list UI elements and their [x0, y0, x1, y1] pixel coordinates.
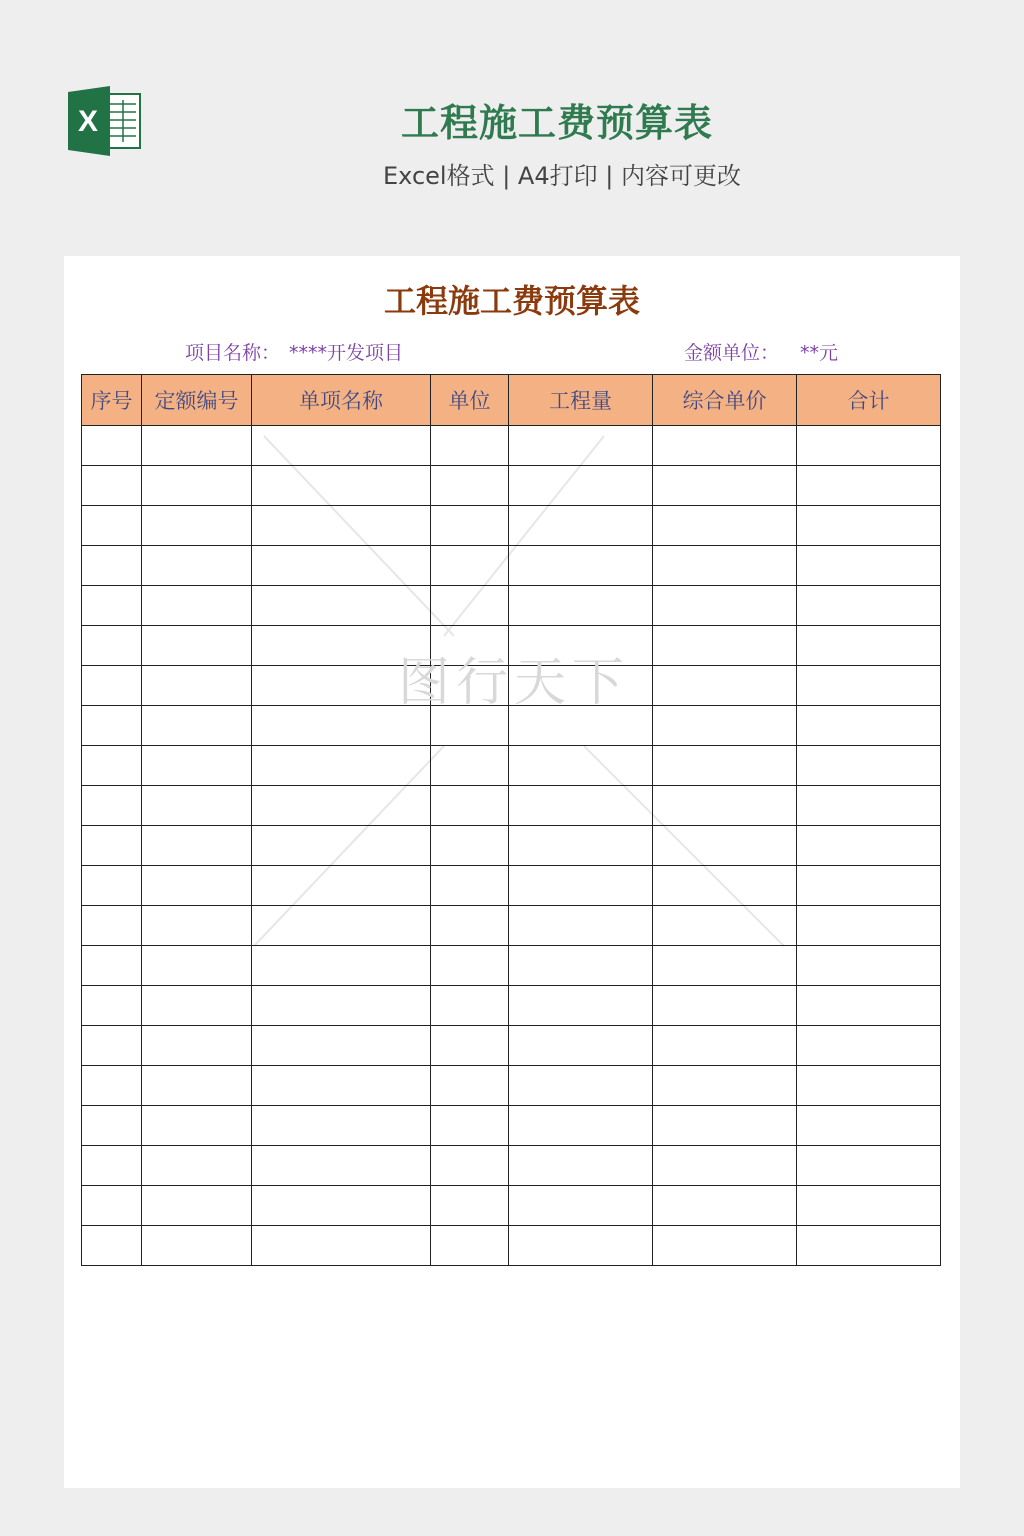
table-cell[interactable]: [142, 586, 252, 626]
table-cell[interactable]: [653, 866, 797, 906]
table-cell[interactable]: [252, 906, 431, 946]
col-header-quantity: 工程量: [509, 375, 653, 426]
table-cell[interactable]: [82, 1106, 142, 1146]
table-cell[interactable]: [797, 546, 941, 586]
table-cell[interactable]: [431, 1186, 509, 1226]
table-cell[interactable]: [252, 826, 431, 866]
table-cell[interactable]: [797, 946, 941, 986]
table-cell[interactable]: [653, 1066, 797, 1106]
table-cell[interactable]: [142, 1226, 252, 1266]
table-cell[interactable]: [431, 1226, 509, 1266]
table-cell[interactable]: [252, 866, 431, 906]
project-name-value: ****开发项目: [289, 342, 404, 364]
table-cell[interactable]: [252, 546, 431, 586]
table-cell[interactable]: [142, 506, 252, 546]
table-cell[interactable]: [142, 1146, 252, 1186]
table-cell[interactable]: [142, 746, 252, 786]
table-cell[interactable]: [431, 946, 509, 986]
table-cell[interactable]: [82, 986, 142, 1026]
table-cell[interactable]: [797, 506, 941, 546]
table-cell[interactable]: [142, 666, 252, 706]
table-cell[interactable]: [431, 1026, 509, 1066]
table-cell[interactable]: [509, 1186, 653, 1226]
excel-logo-letter: X: [77, 105, 99, 138]
table-cell[interactable]: [797, 906, 941, 946]
table-cell[interactable]: [431, 826, 509, 866]
table-cell[interactable]: [82, 586, 142, 626]
table-cell[interactable]: [252, 786, 431, 826]
watermark-text: 图行天下: [397, 653, 630, 713]
table-cell[interactable]: [82, 866, 142, 906]
table-cell[interactable]: [82, 426, 142, 466]
table-cell[interactable]: [252, 746, 431, 786]
table-row: [82, 706, 941, 746]
table-cell[interactable]: [431, 426, 509, 466]
table-cell[interactable]: [431, 1066, 509, 1106]
table-cell[interactable]: [509, 586, 653, 626]
table-cell[interactable]: [431, 1146, 509, 1186]
table-row: [82, 666, 941, 706]
table-cell[interactable]: [431, 666, 509, 706]
table-cell[interactable]: [431, 786, 509, 826]
table-cell[interactable]: [82, 786, 142, 826]
table-cell[interactable]: [82, 706, 142, 746]
table-cell[interactable]: [653, 746, 797, 786]
table-cell[interactable]: [509, 786, 653, 826]
table-cell[interactable]: [797, 986, 941, 1026]
table-cell[interactable]: [653, 506, 797, 546]
table-cell[interactable]: [82, 626, 142, 666]
table-cell[interactable]: [653, 986, 797, 1026]
table-cell[interactable]: [142, 786, 252, 826]
table-cell[interactable]: [653, 946, 797, 986]
table-cell[interactable]: [142, 986, 252, 1026]
table-cell[interactable]: [142, 626, 252, 666]
table-cell[interactable]: [509, 1146, 653, 1186]
table-cell[interactable]: [252, 706, 431, 746]
table-cell[interactable]: [797, 666, 941, 706]
table-cell[interactable]: [252, 1026, 431, 1066]
table-cell[interactable]: [509, 426, 653, 466]
table-cell[interactable]: [82, 1186, 142, 1226]
amount-unit-value: **元: [800, 342, 839, 364]
table-cell[interactable]: [82, 666, 142, 706]
table-cell[interactable]: [797, 1026, 941, 1066]
table-cell[interactable]: [509, 506, 653, 546]
table-cell[interactable]: [252, 1106, 431, 1146]
table-cell[interactable]: [142, 946, 252, 986]
table-cell[interactable]: [252, 1186, 431, 1226]
table-cell[interactable]: [142, 466, 252, 506]
table-row: [82, 1226, 941, 1266]
table-cell[interactable]: [431, 506, 509, 546]
table-cell[interactable]: [142, 826, 252, 866]
table-cell[interactable]: [509, 986, 653, 1026]
table-cell[interactable]: [797, 1066, 941, 1106]
table-cell[interactable]: [653, 466, 797, 506]
table-cell[interactable]: [797, 1186, 941, 1226]
table-cell[interactable]: [797, 586, 941, 626]
table-cell[interactable]: [431, 1106, 509, 1146]
table-header-row: [82, 375, 941, 426]
table-cell[interactable]: [509, 746, 653, 786]
table-cell[interactable]: [252, 626, 431, 666]
table-cell[interactable]: [431, 866, 509, 906]
table-cell[interactable]: [509, 546, 653, 586]
table-row: [82, 826, 941, 866]
table-cell[interactable]: [509, 1106, 653, 1146]
table-cell[interactable]: [82, 1066, 142, 1106]
col-header-total: 合计: [797, 375, 941, 426]
table-row: [82, 746, 941, 786]
table-cell[interactable]: [252, 466, 431, 506]
table-cell[interactable]: [142, 1026, 252, 1066]
table-cell[interactable]: [653, 426, 797, 466]
table-cell[interactable]: [142, 866, 252, 906]
table-cell[interactable]: [653, 1226, 797, 1266]
table-cell[interactable]: [252, 1066, 431, 1106]
table-cell[interactable]: [509, 626, 653, 666]
table-cell[interactable]: [142, 546, 252, 586]
table-cell[interactable]: [252, 426, 431, 466]
table-cell[interactable]: [509, 826, 653, 866]
table-row: [82, 1186, 941, 1226]
table-row: [82, 626, 941, 666]
table-cell[interactable]: [431, 746, 509, 786]
col-header-item-name: 单项名称: [252, 375, 431, 426]
table-cell[interactable]: [797, 1146, 941, 1186]
table-cell[interactable]: [509, 1226, 653, 1266]
table-cell[interactable]: [82, 1146, 142, 1186]
table-cell[interactable]: [82, 1226, 142, 1266]
table-row: [82, 906, 941, 946]
table-cell[interactable]: [252, 506, 431, 546]
table-cell[interactable]: [653, 1186, 797, 1226]
table-cell[interactable]: [82, 906, 142, 946]
sheet-title: 工程施工费预算表: [383, 282, 640, 320]
table-row: [82, 586, 941, 626]
table-cell[interactable]: [252, 986, 431, 1026]
table-cell[interactable]: [509, 866, 653, 906]
col-header-unit-price: 综合单价: [653, 375, 797, 426]
table-cell[interactable]: [82, 466, 142, 506]
table-cell[interactable]: [653, 826, 797, 866]
table-cell[interactable]: [797, 866, 941, 906]
table-cell[interactable]: [252, 1226, 431, 1266]
table-cell[interactable]: [653, 1026, 797, 1066]
table-cell[interactable]: [252, 946, 431, 986]
table-cell[interactable]: [797, 826, 941, 866]
table-cell[interactable]: [653, 546, 797, 586]
table-cell[interactable]: [142, 906, 252, 946]
table-cell[interactable]: [431, 986, 509, 1026]
table-cell[interactable]: [82, 826, 142, 866]
table-row: [82, 546, 941, 586]
table-row: [82, 1066, 941, 1106]
table-body: [82, 426, 941, 1266]
table-cell[interactable]: [653, 1106, 797, 1146]
promo-subtitle: Excel格式 | A4打印 | 内容可更改: [383, 162, 741, 190]
table-row: [82, 1026, 941, 1066]
table-cell[interactable]: [431, 706, 509, 746]
table-cell[interactable]: [797, 786, 941, 826]
table-cell[interactable]: [797, 1226, 941, 1266]
table-row: [82, 786, 941, 826]
table-cell[interactable]: [509, 466, 653, 506]
table-cell[interactable]: [82, 946, 142, 986]
table-cell[interactable]: [509, 706, 653, 746]
table-cell[interactable]: [797, 746, 941, 786]
promo-title: 工程施工费预算表: [400, 101, 713, 145]
col-header-index: 序号: [82, 375, 142, 426]
table-cell[interactable]: [509, 1066, 653, 1106]
col-header-quota-code: 定额编号: [142, 375, 252, 426]
table-cell[interactable]: [509, 946, 653, 986]
table-cell[interactable]: [509, 1026, 653, 1066]
project-name-label: 项目名称：: [185, 342, 281, 364]
table-cell[interactable]: [142, 706, 252, 746]
table-cell[interactable]: [797, 1106, 941, 1146]
table-cell[interactable]: [797, 426, 941, 466]
table-cell[interactable]: [653, 586, 797, 626]
table-row: [82, 1146, 941, 1186]
table-cell[interactable]: [431, 586, 509, 626]
table-cell[interactable]: [82, 1026, 142, 1066]
table-cell[interactable]: [509, 906, 653, 946]
table-cell[interactable]: [431, 546, 509, 586]
table-cell[interactable]: [431, 626, 509, 666]
table-cell[interactable]: [82, 746, 142, 786]
table-cell[interactable]: [431, 906, 509, 946]
table-cell[interactable]: [509, 666, 653, 706]
col-header-unit: 单位: [431, 375, 509, 426]
table-cell[interactable]: [252, 666, 431, 706]
table-row: [82, 426, 941, 466]
amount-unit-label: 金额单位：: [684, 342, 780, 364]
table-cell[interactable]: [142, 1186, 252, 1226]
table-cell[interactable]: [142, 1066, 252, 1106]
table-cell[interactable]: [431, 466, 509, 506]
table-cell[interactable]: [142, 1106, 252, 1146]
spreadsheet-page: [64, 256, 960, 1488]
table-cell[interactable]: [653, 906, 797, 946]
table-cell[interactable]: [797, 706, 941, 746]
budget-table: [81, 374, 941, 1266]
table-cell[interactable]: [82, 506, 142, 546]
table-row: [82, 506, 941, 546]
table-row: [82, 946, 941, 986]
table-cell[interactable]: [82, 546, 142, 586]
table-row: [82, 466, 941, 506]
table-cell[interactable]: [797, 626, 941, 666]
table-row: [82, 866, 941, 906]
table-cell[interactable]: [653, 1146, 797, 1186]
table-cell[interactable]: [653, 666, 797, 706]
table-cell[interactable]: [653, 786, 797, 826]
table-row: [82, 1106, 941, 1146]
table-cell[interactable]: [797, 466, 941, 506]
table-cell[interactable]: [142, 426, 252, 466]
table-cell[interactable]: [653, 626, 797, 666]
table-cell[interactable]: [252, 586, 431, 626]
table-cell[interactable]: [653, 706, 797, 746]
table-cell[interactable]: [252, 1146, 431, 1186]
table-row: [82, 986, 941, 1026]
